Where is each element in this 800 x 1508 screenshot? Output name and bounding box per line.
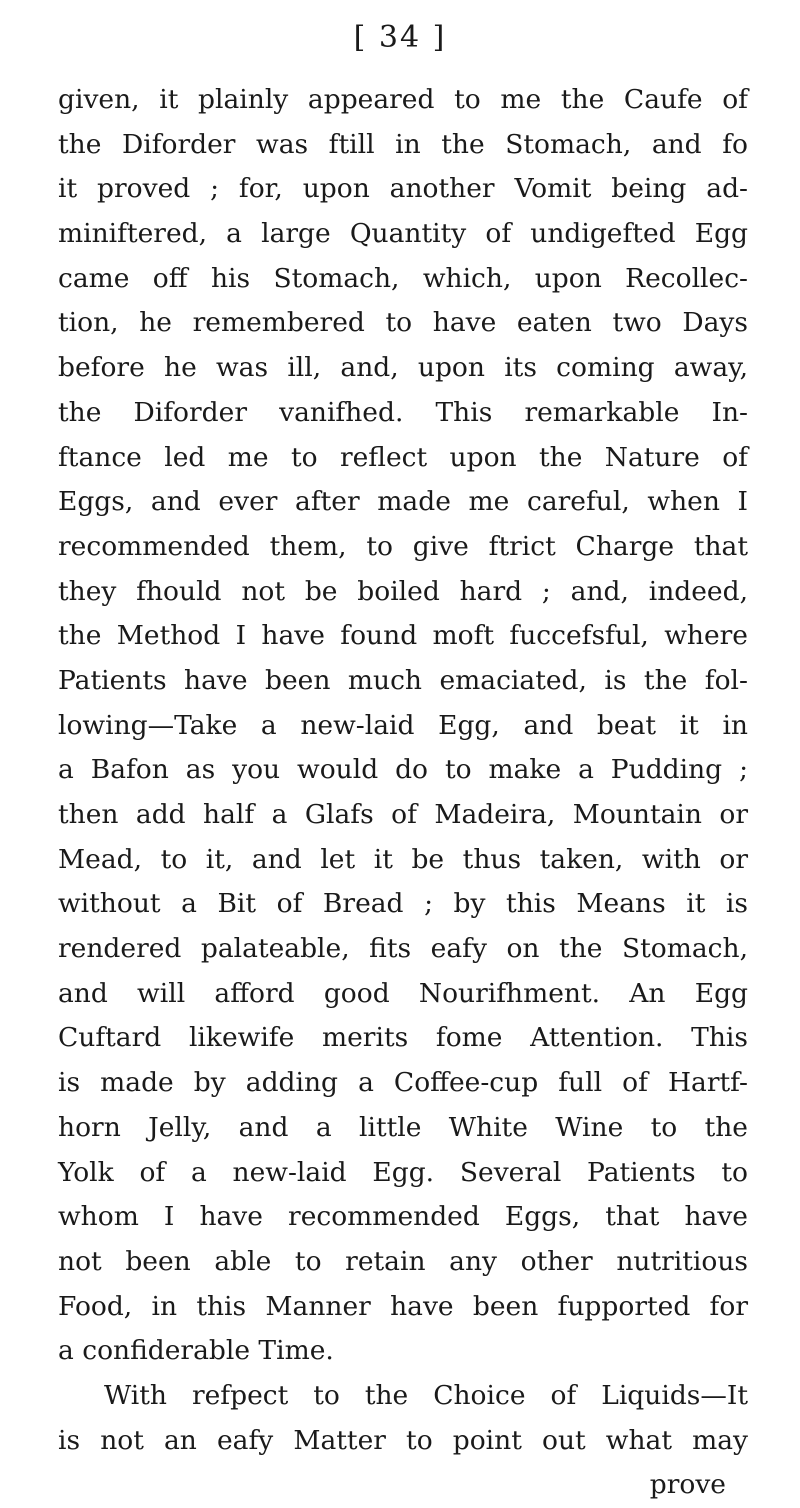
text-line: tion, he remembered to have eaten two Days [58,307,748,339]
text-line: the Method I have found moft fuccefsful, where [58,620,748,652]
text-line: Eggs, and ever after made me careful, when I [58,486,748,518]
catchword: prove [649,1469,726,1501]
text-line: and will afford good Nourifhment. An Egg [58,977,748,1009]
text-line: Yolk of a new-laid Egg. Several Patients to [58,1156,748,1188]
text-line: then add half a Glafs of Madeira, Mountain or [58,799,748,830]
text-line: Patients have been much emaciated, is the fol- [58,664,748,696]
text-line: Cuftard likewife merits fome Attention. This [58,1022,748,1054]
text-line: lowing—Take a new-laid Egg, and beat it in [58,709,748,741]
page-number-header: [ 34 ] [353,20,447,55]
text-line: rendered palateable, fits eafy on the Stomach, [58,933,748,965]
text-line: is made by adding a Coffee-cup full of Hartf- [58,1067,748,1099]
body-text [58,78,748,1508]
text-line: whom I have recommended Eggs, that have [58,1201,748,1233]
text-line: recommended them, to give ftrict Charge that [58,530,748,562]
text-line: Mead, to it, and let it be thus taken, with or [58,843,748,875]
text-line: horn Jelly, and a little White Wine to the [58,1111,748,1143]
text-line: without a Bit of Bread ; by this Means it is [58,888,748,920]
text-line: a Bafon as you would do to make a Pudding ; [58,754,748,786]
text-line: miniftered, a large Quantity of undigefted Egg [58,218,748,250]
text-line: ftance led me to reflect upon the Nature of [58,441,748,473]
text-line: not been able to retain any other nutritious [58,1245,748,1277]
text-line: a confiderable Time. [58,1335,334,1367]
text-line: it proved ; for, upon another Vomit being ad- [58,173,748,205]
text-line: the Diforder vanifhed. This remarkable In- [58,396,748,428]
text-line: Food, in this Manner have been fupported for [58,1290,748,1322]
paragraph-start-line: With refpect to the Choice of Liquids—It [104,1379,748,1411]
text-line: they fhould not be boiled hard ; and, indeed, [58,575,748,607]
text-line: given, it plainly appeared to me the Caufe of [58,84,748,115]
text-line: is not an eafy Matter to point out what may [58,1424,748,1456]
text-line: the Diforder was ftill in the Stomach, and fo [58,128,748,160]
text-line: before he was ill, and, upon its coming away, [58,352,748,384]
text-line: came off his Stomach, which, upon Recollec- [58,262,748,294]
